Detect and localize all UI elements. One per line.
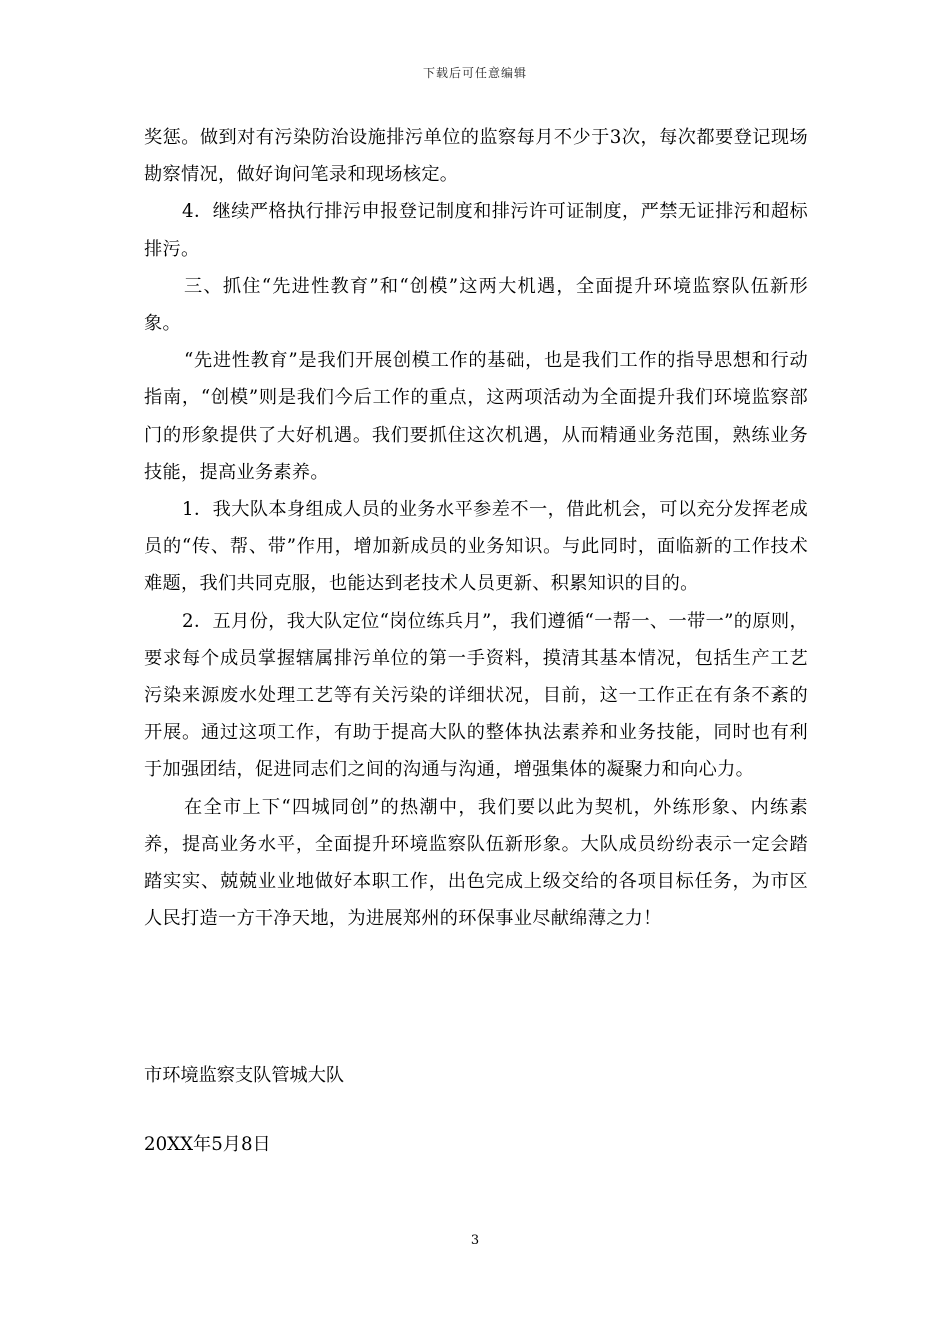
paragraph-4: “先进性教育”是我们开展创模工作的基础，也是我们工作的指导思想和行动指南，“创模”则是我们今后工作的重点，这两项活动为全面提升我们环境监察部门的形象提供了大好机遇。我们要抓住这次机遇，从而精通业务范围，熟练业务技能，提高业务素养。 [144, 350, 808, 483]
document-body [144, 119, 808, 937]
paragraph-5: 1．我大队本身组成人员的业务水平参差不一，借此机会，可以充分发挥老成员的“传、帮、带”作用，增加新成员的业务知识。与此同时，面临新的工作技术难题，我们共同克服，也能达到老技术人员更新、积累知识的目的。 [144, 499, 808, 595]
paragraph-1: 奖惩。做到对有污染防治设施排污单位的监察每月不少于3次，每次都要登记现场勘察情况，做好询问笔录和现场核定。 [144, 127, 808, 186]
paragraph-7: 在全市上下“四城同创”的热潮中，我们要以此为契机，外练形象、内练素养，提高业务水平，全面提升环境监察队伍新形象。大队成员纷纷表示一定会踏踏实实、兢兢业业地做好本职工作，出色完成上级交给的各项目标任务，为市区人民打造一方干净天地，为进展郑州的环保事业尽献绵薄之力！ [144, 796, 808, 930]
section-heading-3: 三、抓住“先进性教育”和“创模”这两大机遇，全面提升环境监察队伍新形象。 [144, 275, 808, 335]
header-note: 下载后可任意编辑 [422, 66, 527, 80]
signature-org: 市环境监察支队管城大队 [144, 1065, 345, 1086]
paragraph-2: 4．继续严格执行排污申报登记制度和排污许可证制度，严禁无证排污和超标排污。 [144, 201, 808, 260]
paragraph-6: 2．五月份，我大队定位“岗位练兵月”，我们遵循“一帮一、一带一”的原则，要求每个成员掌握辖属排污单位的第一手资料，摸清其基本情况，包括生产工艺污染来源废水处理工艺等有关污染的详细状况，目前，这一工作正在有条不紊的开展。通过这项工作，有助于提高大队的整体执法素养和业务技能，同时也有利于加强团结，促进同志们之间的沟通与沟通，增强集体的凝聚力和向心力。 [144, 610, 808, 781]
page-number: 3 [470, 1233, 480, 1248]
signature-date: 20XX年5月8日 [144, 1134, 271, 1155]
